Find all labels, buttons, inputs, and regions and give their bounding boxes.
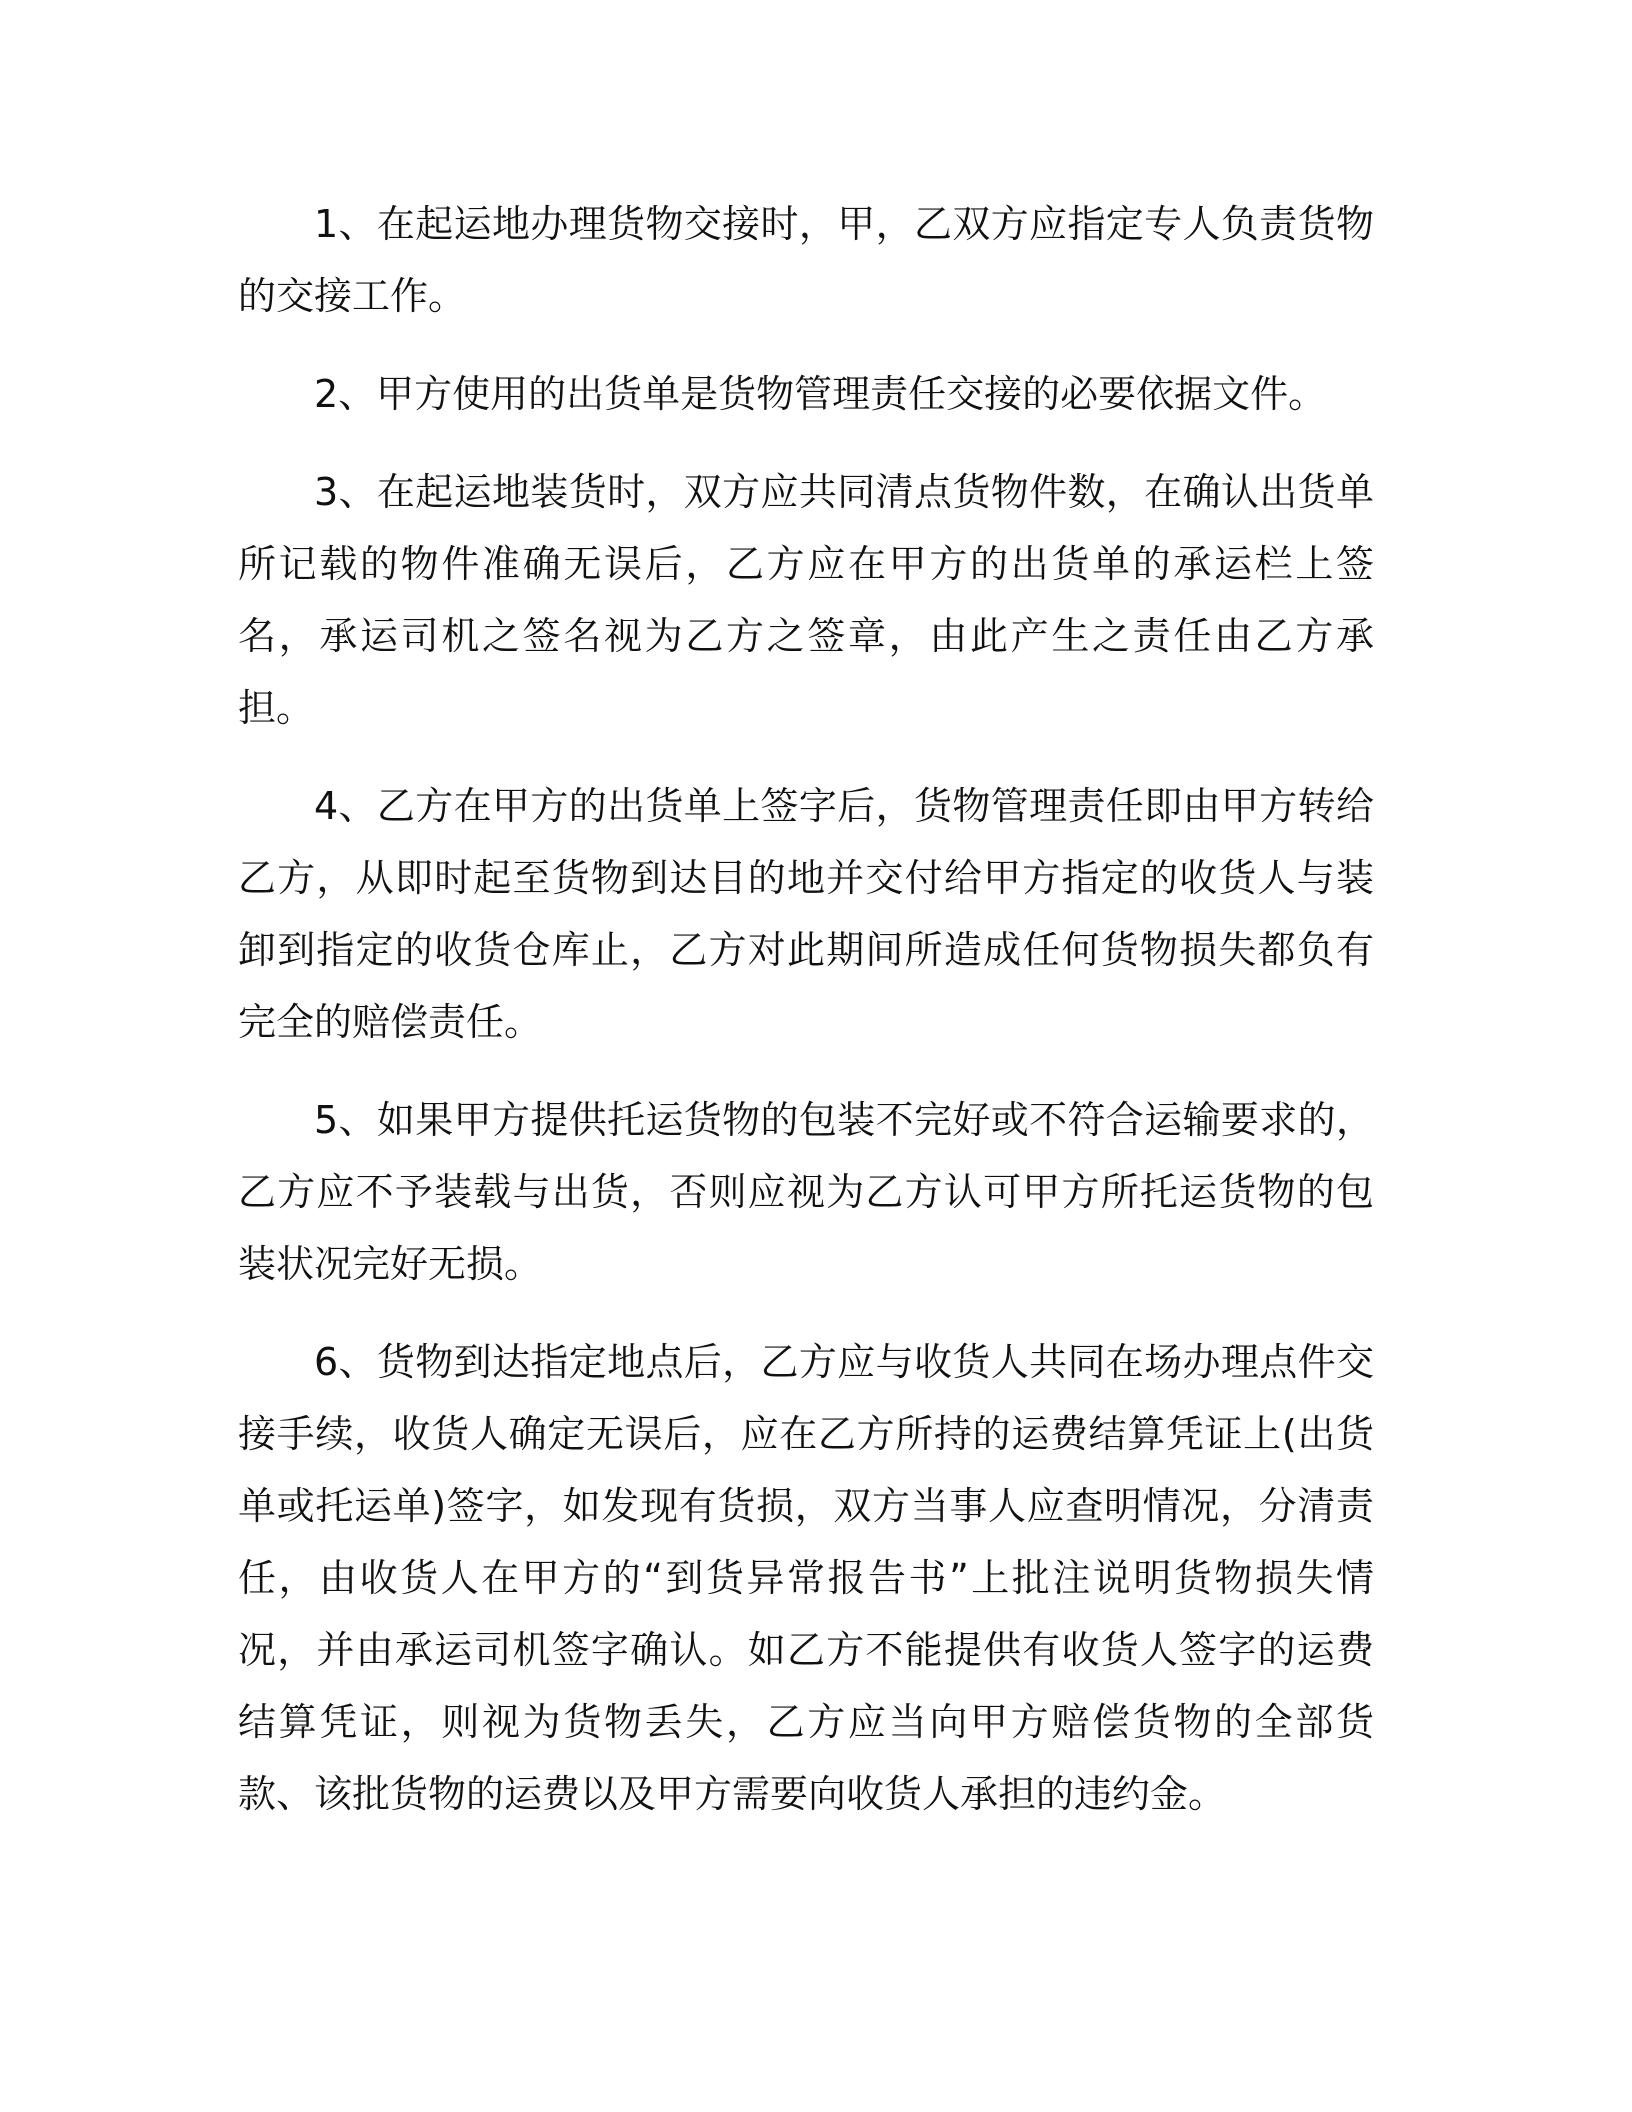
clause-2: 2、甲方使用的出货单是货物管理责任交接的必要依据文件。 <box>314 372 1327 416</box>
clause-3: 3、在起运地装货时，双方应共同清点货物件数，在确认出货单所记载的物件准确无误后，乙方应在甲方的出货单的承运栏上签名，承运司机之签名视为乙方之签章，由此产生之责任由乙方承担。 <box>238 470 1374 730</box>
document-body <box>238 188 1374 1856</box>
clause-1: 1、在起运地办理货物交接时，甲，乙双方应指定专人负责货物的交接工作。 <box>238 202 1374 318</box>
clause-5: 5、如果甲方提供托运货物的包装不完好或不符合运输要求的，乙方应不予装载与出货，否则应视为乙方认可甲方所托运货物的包装状况完好无损。 <box>238 1098 1374 1286</box>
clause-4: 4、乙方在甲方的出货单上签字后，货物管理责任即由甲方转给乙方，从即时起至货物到达目的地并交付给甲方指定的收货人与装卸到指定的收货仓库止，乙方对此期间所造成任何货物损失都负有完全的赔偿责任。 <box>238 784 1374 1044</box>
clause-6: 6、货物到达指定地点后，乙方应与收货人共同在场办理点件交接手续，收货人确定无误后，应在乙方所持的运费结算凭证上(出货单或托运单)签字，如发现有货损，双方当事人应查明情况，分清责任，由收货人在甲方的“到货异常报告书”上批注说明货物损失情况，并由承运司机签字确认。如乙方不能提供有收货人签字的运费结算凭证，则视为货物丢失，乙方应当向甲方赔偿货物的全部货款、该批货物的运费以及甲方需要向收货人承担的违约金。 <box>238 1340 1374 1816</box>
